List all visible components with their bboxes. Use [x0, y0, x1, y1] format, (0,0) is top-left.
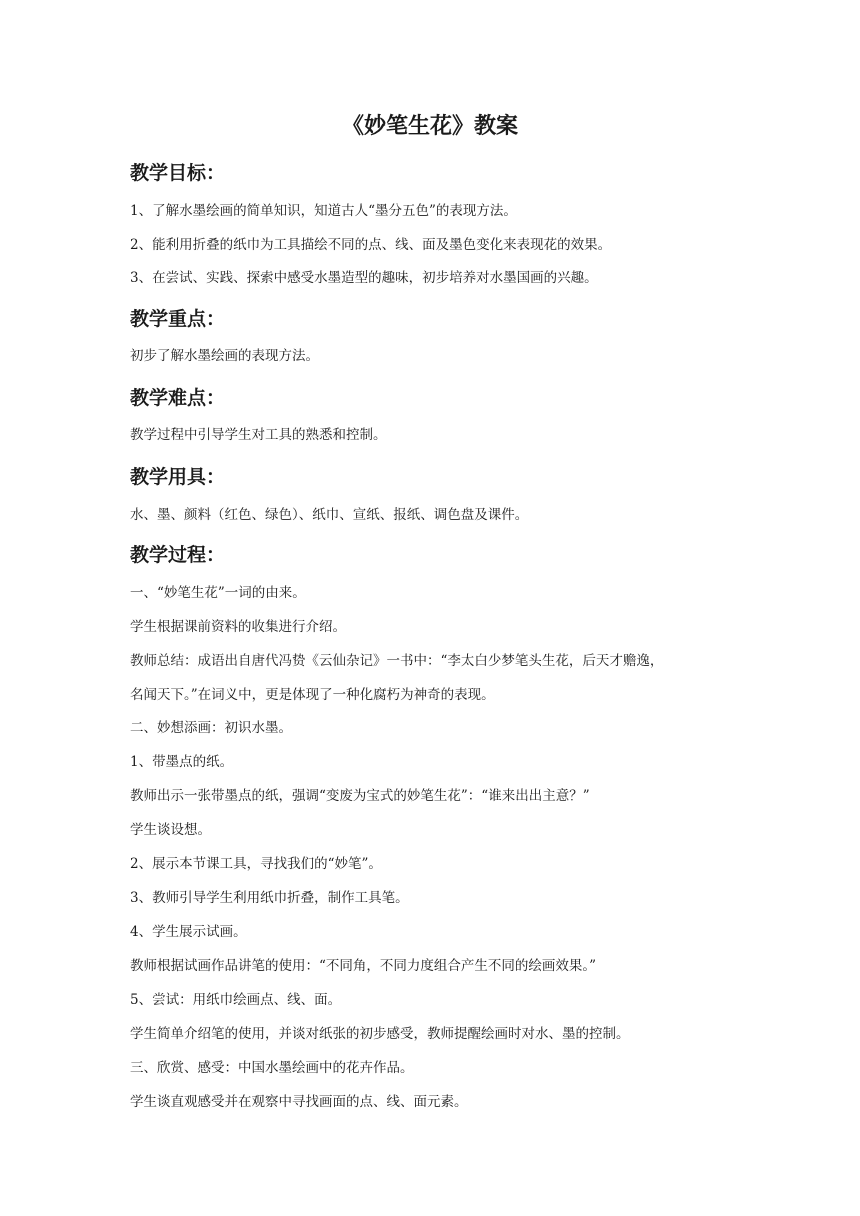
process-line-16: 学生谈直观感受并在观察中寻找画面的点、线、面元素。: [130, 1094, 468, 1110]
section-heading-objectives: 教学目标：: [130, 162, 226, 184]
process-line-1: 一、“妙笔生花”一词的由来。: [130, 585, 306, 601]
section-heading-difficulties: 教学难点：: [130, 387, 226, 409]
process-line-6: 1、带墨点的纸。: [130, 754, 234, 770]
process-line-4: 名闻天下。”在词义中，更是体现了一种化腐朽为神奇的表现。: [130, 687, 495, 703]
process-line-2: 学生根据课前资料的收集进行介绍。: [130, 619, 346, 635]
section-heading-key-points: 教学重点：: [130, 308, 226, 330]
section-heading-process: 教学过程：: [130, 544, 226, 566]
process-line-10: 3、教师引导学生利用纸巾折叠，制作工具笔。: [130, 890, 409, 906]
process-line-7: 教师出示一张带墨点的纸，强调“变废为宝式的妙笔生花”：“谁来出出主意？”: [130, 788, 590, 804]
difficulty-line-1: 教学过程中引导学生对工具的熟悉和控制。: [130, 427, 387, 443]
objective-line-3: 3、在尝试、实践、探索中感受水墨造型的趣味，初步培养对水墨国画的兴趣。: [130, 270, 598, 286]
process-line-3: 教师总结：成语出自唐代冯贽《云仙杂记》一书中：“李太白少梦笔头生花，后天才赡逸，: [130, 653, 664, 669]
process-line-5: 二、妙想添画：初识水墨。: [130, 720, 292, 736]
process-line-15: 三、欣赏、感受：中国水墨绘画中的花卉作品。: [130, 1060, 414, 1076]
process-line-11: 4、学生展示试画。: [130, 924, 247, 940]
key-point-line-1: 初步了解水墨绘画的表现方法。: [130, 348, 319, 364]
process-line-8: 学生谈设想。: [130, 822, 211, 838]
tools-line-1: 水、墨、颜料（红色、绿色）、纸巾、宣纸、报纸、调色盘及课件。: [130, 507, 529, 523]
objective-line-1: 1、了解水墨绘画的简单知识，知道古人“墨分五色”的表现方法。: [130, 203, 517, 219]
document-title: 《妙笔生花》教案: [341, 114, 518, 139]
process-line-12: 教师根据试画作品讲笔的使用：“不同角，不同力度组合产生不同的绘画效果。”: [130, 958, 597, 974]
objective-line-2: 2、能利用折叠的纸巾为工具描绘不同的点、线、面及墨色变化来表现花的效果。: [130, 237, 612, 253]
process-line-9: 2、展示本节课工具，寻找我们的“妙笔”。: [130, 856, 382, 872]
process-line-14: 学生简单介绍笔的使用，并谈对纸张的初步感受，教师提醒绘画时对水、墨的控制。: [130, 1026, 630, 1042]
section-heading-tools: 教学用具：: [130, 466, 226, 488]
process-line-13: 5、尝试：用纸巾绘画点、线、面。: [130, 992, 342, 1008]
